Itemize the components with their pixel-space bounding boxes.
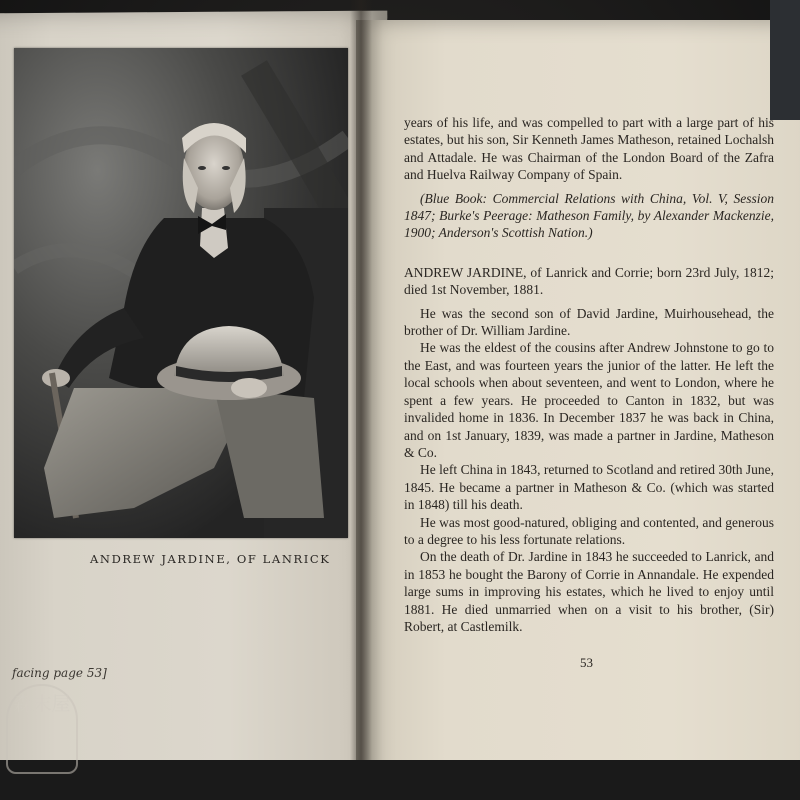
cover-edge [770, 0, 800, 120]
watermark-seal [6, 684, 78, 774]
body-paragraph-2: He was the eldest of the cousins after Andrew Johnstone to go to the East, and was fourteen years the junior of the latter. He left the local schools when about seventeen, and went to London, where he spent a few years. He proceeded to Canton in 1832, but was invalided home in 1836. In December 1837 he was back in China, and on 1st January, 1839, was made a partner in Jardine, Matheson & Co. [404, 340, 774, 460]
body-paragraph-5: On the death of Dr. Jardine in 1843 he succeeded to Lanrick, and in 1853 he bought the Barony of Corrie in Annandale. He expended large sums in improving his estates, which he lived to enjoy until 1881. He died unmarried when on a visit to his brother, (Sir) Robert, at Castlemilk. [404, 549, 774, 634]
table-edge [0, 760, 800, 800]
body-paragraph-4: He was most good-natured, obliging and contented, and generous to a degree to his less fortunate relations. [404, 514, 774, 547]
body-paragraph-1: He was the second son of David Jardine, Muirhousehead, the brother of Dr. William Jardine. [404, 305, 774, 339]
portrait-caption: ANDREW JARDINE, OF LANRICK [90, 552, 331, 566]
facing-page-note: facing page 53] [12, 666, 107, 680]
references-paragraph: (Blue Book: Commercial Relations with China, Vol. V, Session 1847; Burke's Peerage: Matheson Family, by Alexander Mackenzie, 1900; Anderson's Scottish Nation.) [404, 190, 774, 241]
portrait-illustration [14, 48, 348, 538]
portrait-photograph [14, 48, 348, 538]
book-gutter [350, 0, 372, 800]
right-page-text [404, 114, 774, 635]
entry-heading: ANDREW JARDINE, of Lanrick and Corrie; born 23rd July, 1812; died 1st November, 1881. [404, 264, 774, 298]
page-number: 53 [580, 655, 593, 670]
watermark-text: 森末屋 [13, 693, 71, 715]
body-paragraph-3: He left China in 1843, returned to Scotland and retired 30th June, 1845. He became a partner in Matheson & Co. (which was started in 1848) till his death. [404, 462, 774, 513]
continuation-paragraph: years of his life, and was compelled to part with a large part of his estates, but his son, Sir Kenneth James Matheson, retained Lochalsh and Attadale. He was Chairman of the London Board of the Zafra and Huelva Railway Company of Spain. [404, 115, 774, 183]
